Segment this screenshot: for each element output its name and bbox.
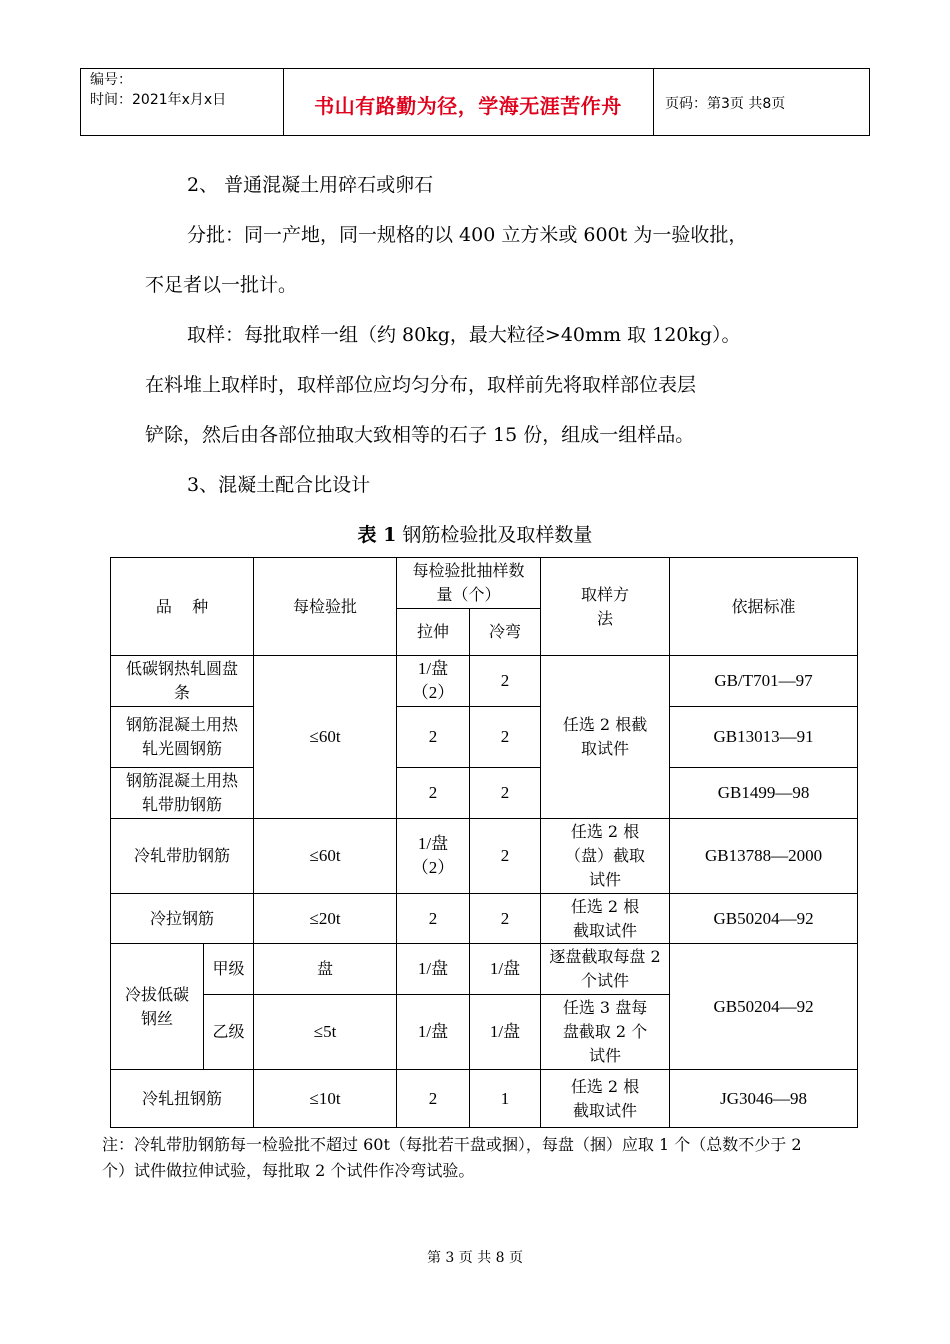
header-sample-count: 每检验批抽样数量（个） (397, 558, 541, 609)
table-number: 表 1 (357, 524, 397, 546)
variety-cell: 钢筋混凝土用热轧光圆钢筋 (111, 707, 254, 768)
method-cell: 逐盘截取每盘 2 个试件 (541, 944, 670, 995)
standard-cell: GB13013—91 (670, 707, 858, 768)
sample-paragraph-line: 铲除，然后由各部位抽取大致相等的石子 15 份，组成一组样品。 (145, 424, 695, 446)
header-motto: 书山有路勤为径，学海无涯苦作舟 (314, 94, 622, 118)
bend-cell: 2 (470, 768, 541, 819)
batch-cell: ≤20t (254, 894, 397, 944)
header-tension: 拉伸 (397, 609, 470, 656)
sample-paragraph-line: 取样：每批取样一组（约 80kg，最大粒径>40mm 取 120kg）。 (187, 324, 741, 346)
tension-cell: 2 (397, 1070, 470, 1128)
table-row (111, 768, 858, 819)
batch-paragraph-line: 不足者以一批计。 (145, 274, 298, 296)
bend-cell: 1/盘 (470, 995, 541, 1070)
method-cell: 任选 3 盘每盘截取 2 个试件 (541, 995, 670, 1070)
variety-cell: 钢筋混凝土用热轧带肋钢筋 (111, 768, 254, 819)
standard-cell: GB/T701—97 (670, 656, 858, 707)
tension-cell: 2 (397, 768, 470, 819)
variety-cell: 冷拉钢筋 (111, 894, 254, 944)
page-footer: 第 3 页 共 8 页 (426, 1250, 524, 1266)
table-note: 注：冷轧带肋钢筋每一检验批不超过 60t（每批若干盘或捆），每盘（捆）应取 1 个（总数不少于 2 个）试件做拉伸试验，每批取 2 个试件作冷弯试验。 (102, 1135, 802, 1180)
batch-paragraph-line: 分批：同一产地，同一规格的以 400 立方米或 600t 为一验收批， (187, 224, 748, 246)
header-bend: 冷弯 (470, 609, 541, 656)
header-method: 取样方法 (541, 558, 670, 656)
header-variety: 品 种 (111, 558, 254, 656)
document-time: 时间：2021年x月x日 (90, 92, 227, 108)
header-divider (653, 68, 654, 135)
bend-cell: 1/盘 (470, 944, 541, 995)
batch-cell: ≤60t (254, 656, 397, 819)
section-3-title: 3、混凝土配合比设计 (187, 474, 371, 496)
header-top-rule (80, 68, 870, 69)
tension-cell: 1/盘 (397, 944, 470, 995)
tension-cell: 2 (397, 707, 470, 768)
header-meta (90, 70, 226, 110)
sample-paragraph-line: 在料堆上取样时，取样部位应均匀分布，取样前先将取样部位表层 (145, 374, 697, 396)
standard-cell: GB50204—92 (670, 894, 858, 944)
method-cell: 任选 2 根（盘）截取试件 (541, 819, 670, 894)
bend-cell: 2 (470, 894, 541, 944)
table-row (111, 1070, 858, 1128)
header-page-info: 页码：第3页 共8页 (665, 96, 786, 112)
table-row (111, 656, 858, 707)
table-caption: 钢筋检验批及取样数量 (396, 524, 593, 546)
header-standard: 依据标准 (670, 558, 858, 656)
table-title (0, 520, 950, 547)
tension-cell: 2 (397, 894, 470, 944)
standard-cell: GB13788—2000 (670, 819, 858, 894)
bend-cell: 1 (470, 1070, 541, 1128)
bend-cell: 2 (470, 707, 541, 768)
method-cell: 任选 2 根截取试件 (541, 1070, 670, 1128)
section-2-title: 2、 普通混凝土用碎石或卵石 (187, 174, 434, 196)
variety-group-cell: 冷拔低碳钢丝 (111, 944, 204, 1070)
header-divider (80, 68, 81, 135)
standard-cell: GB50204—92 (670, 944, 858, 1070)
bend-cell: 2 (470, 656, 541, 707)
batch-cell: 盘 (254, 944, 397, 995)
variety-cell: 低碳钢热轧圆盘条 (111, 656, 254, 707)
table-header-row (111, 558, 858, 609)
tension-cell: 1/盘（2） (397, 656, 470, 707)
batch-cell: ≤10t (254, 1070, 397, 1128)
tension-cell: 1/盘 (397, 995, 470, 1070)
table-row (111, 819, 858, 894)
document-number-label: 编号： (90, 72, 132, 88)
standard-cell: JG3046—98 (670, 1070, 858, 1128)
table-row (111, 894, 858, 944)
batch-cell: ≤60t (254, 819, 397, 894)
table-row (111, 944, 858, 995)
header-divider (869, 68, 870, 135)
variety-cell: 冷轧带肋钢筋 (111, 819, 254, 894)
header-batch: 每检验批 (254, 558, 397, 656)
grade-cell: 甲级 (204, 944, 254, 995)
rebar-sampling-table (110, 557, 858, 1128)
grade-cell: 乙级 (204, 995, 254, 1070)
method-cell: 任选 2 根截取试件 (541, 656, 670, 819)
batch-cell: ≤5t (254, 995, 397, 1070)
standard-cell: GB1499—98 (670, 768, 858, 819)
variety-cell: 冷轧扭钢筋 (111, 1070, 254, 1128)
header-bottom-rule (80, 135, 870, 136)
bend-cell: 2 (470, 819, 541, 894)
tension-cell: 1/盘（2） (397, 819, 470, 894)
table-row (111, 707, 858, 768)
method-cell: 任选 2 根截取试件 (541, 894, 670, 944)
